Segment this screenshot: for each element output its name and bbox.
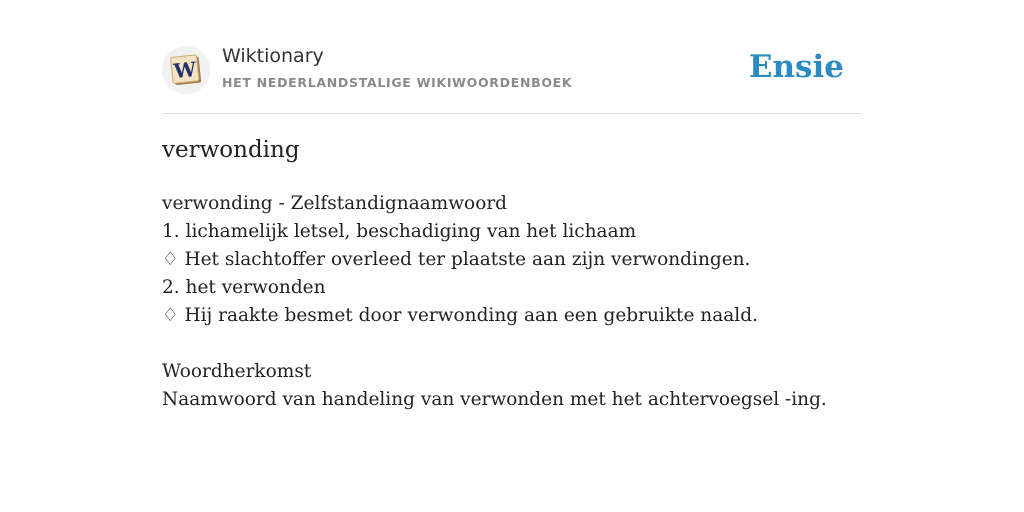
site-name[interactable]: Wiktionary (222, 45, 324, 67)
example-2: ♢ Hij raakte besmet door verwonding aan een gebruikte naald. (162, 305, 758, 326)
site-header (162, 0, 862, 114)
page-title: verwonding (162, 137, 300, 163)
definition-2: 2. het verwonden (162, 277, 326, 298)
etymology-heading: Woordherkomst (162, 361, 312, 382)
page (162, 0, 862, 512)
example-1: ♢ Het slachtoffer overleed ter plaatste aan zijn verwondingen. (162, 249, 751, 270)
ensie-brand-link[interactable]: Ensie (748, 49, 844, 85)
etymology-text: Naamwoord van handeling van verwonden met het achtervoegsel -ing. (162, 389, 827, 410)
wiktionary-logo-icon[interactable] (162, 46, 210, 94)
entry-body (162, 190, 862, 414)
logo-letter: W (172, 57, 198, 84)
site-tagline: HET NEDERLANDSTALIGE WIKIWOORDENBOEK (222, 75, 573, 90)
definition-1: 1. lichamelijk letsel, beschadiging van het lichaam (162, 221, 637, 242)
spacer (162, 330, 862, 358)
part-of-speech-line: verwonding - Zelfstandignaamwoord (162, 193, 508, 214)
